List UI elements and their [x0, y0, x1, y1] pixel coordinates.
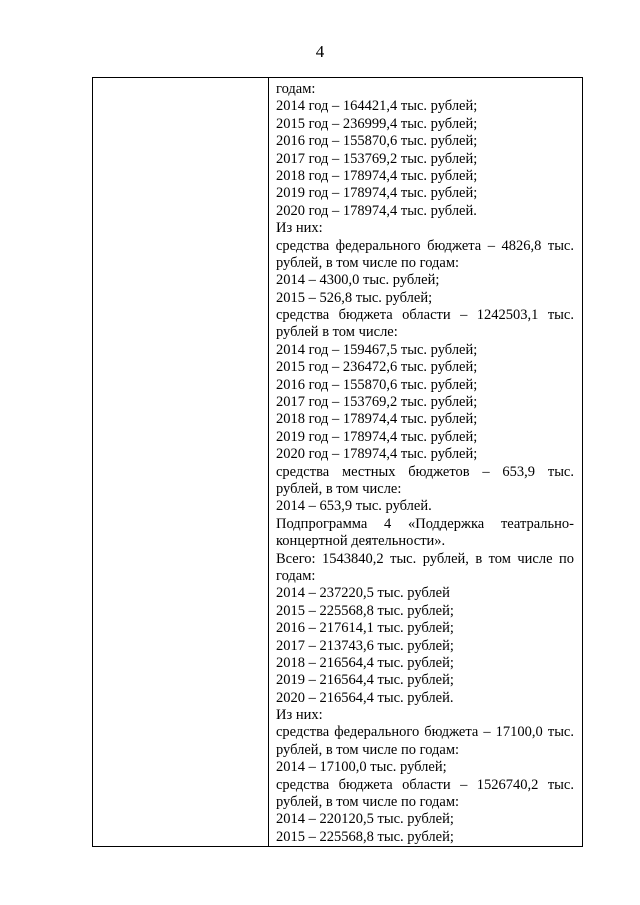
text-line: 2018 – 216564,4 тыс. рублей;: [276, 654, 454, 671]
text-line: 2018 год – 178974,4 тыс. рублей;: [276, 167, 478, 184]
text-line: годам:: [276, 81, 316, 97]
text-line: средства местных бюджетов – 653,9 тыс.: [276, 463, 574, 480]
text-line: 2014 год – 159467,5 тыс. рублей;: [276, 341, 478, 358]
text-line: 2015 – 225568,8 тыс. рублей;: [276, 828, 454, 845]
text-line: рублей, в том числе:: [276, 480, 402, 497]
text-line: 2015 – 526,8 тыс. рублей;: [276, 289, 433, 306]
text-line: 2016 – 217614,1 тыс. рублей;: [276, 620, 454, 637]
table-right-cell: [269, 78, 582, 846]
text-line: рублей, в том числе по годам:: [276, 741, 460, 758]
text-line: 2017 год – 153769,2 тыс. рублей;: [276, 150, 478, 167]
text-line: 2014 – 220120,5 тыс. рублей;: [276, 811, 454, 828]
text-line: 2020 – 216564,4 тыс. рублей.: [276, 689, 454, 706]
page-number: 4: [315, 42, 325, 61]
text-line: средства бюджета области – 1526740,2 тыс.: [276, 776, 574, 793]
text-line: средства федерального бюджета – 4826,8 тыс.: [276, 237, 574, 254]
text-line: 2015 год – 236472,6 тыс. рублей;: [276, 359, 478, 376]
text-line: 2014 год – 164421,4 тыс. рублей;: [276, 98, 478, 115]
text-line: 2019 год – 178974,4 тыс. рублей;: [276, 185, 478, 202]
text-line: Из них:: [276, 220, 323, 237]
text-line: 2015 год – 236999,4 тыс. рублей;: [276, 115, 478, 132]
text-line: 2017 год – 153769,2 тыс. рублей;: [276, 394, 478, 411]
budget-table: [92, 77, 583, 847]
text-line: 2019 год – 178974,4 тыс. рублей;: [276, 428, 478, 445]
text-line: рублей, в том числе по годам:: [276, 794, 460, 811]
text-line: Подпрограмма 4 «Поддержка театрально-: [276, 515, 574, 532]
text-line: средства федерального бюджета – 17100,0 тыс.: [276, 724, 574, 741]
text-line: рублей, в том числе по годам:: [276, 254, 460, 271]
text-line: 2020 год – 178974,4 тыс. рублей.: [276, 202, 477, 219]
text-line: Из них:: [276, 707, 323, 724]
text-line: концертной деятельности».: [276, 533, 446, 550]
text-line: 2020 год – 178974,4 тыс. рублей;: [276, 446, 478, 463]
text-line: 2014 – 17100,0 тыс. рублей;: [276, 759, 447, 776]
text-line: 2016 год – 155870,6 тыс. рублей;: [276, 133, 478, 150]
text-line: 2018 год – 178974,4 тыс. рублей;: [276, 411, 478, 428]
text-line: 2015 – 225568,8 тыс. рублей;: [276, 602, 454, 619]
text-line: 2014 – 237220,5 тыс. рублей: [276, 585, 450, 602]
text-line: 2014 – 653,9 тыс. рублей.: [276, 498, 432, 515]
text-line: 2014 – 4300,0 тыс. рублей;: [276, 272, 440, 289]
text-line: 2017 – 213743,6 тыс. рублей;: [276, 637, 454, 654]
text-line: Всего: 1543840,2 тыс. рублей, в том числе по: [276, 550, 574, 567]
table-left-cell: [93, 78, 269, 846]
text-line: 2016 год – 155870,6 тыс. рублей;: [276, 376, 478, 393]
text-line: 2019 – 216564,4 тыс. рублей;: [276, 672, 454, 689]
text-line: средства бюджета области – 1242503,1 тыс.: [276, 307, 574, 324]
text-line: годам:: [276, 567, 316, 584]
text-line: рублей в том числе:: [276, 324, 398, 341]
